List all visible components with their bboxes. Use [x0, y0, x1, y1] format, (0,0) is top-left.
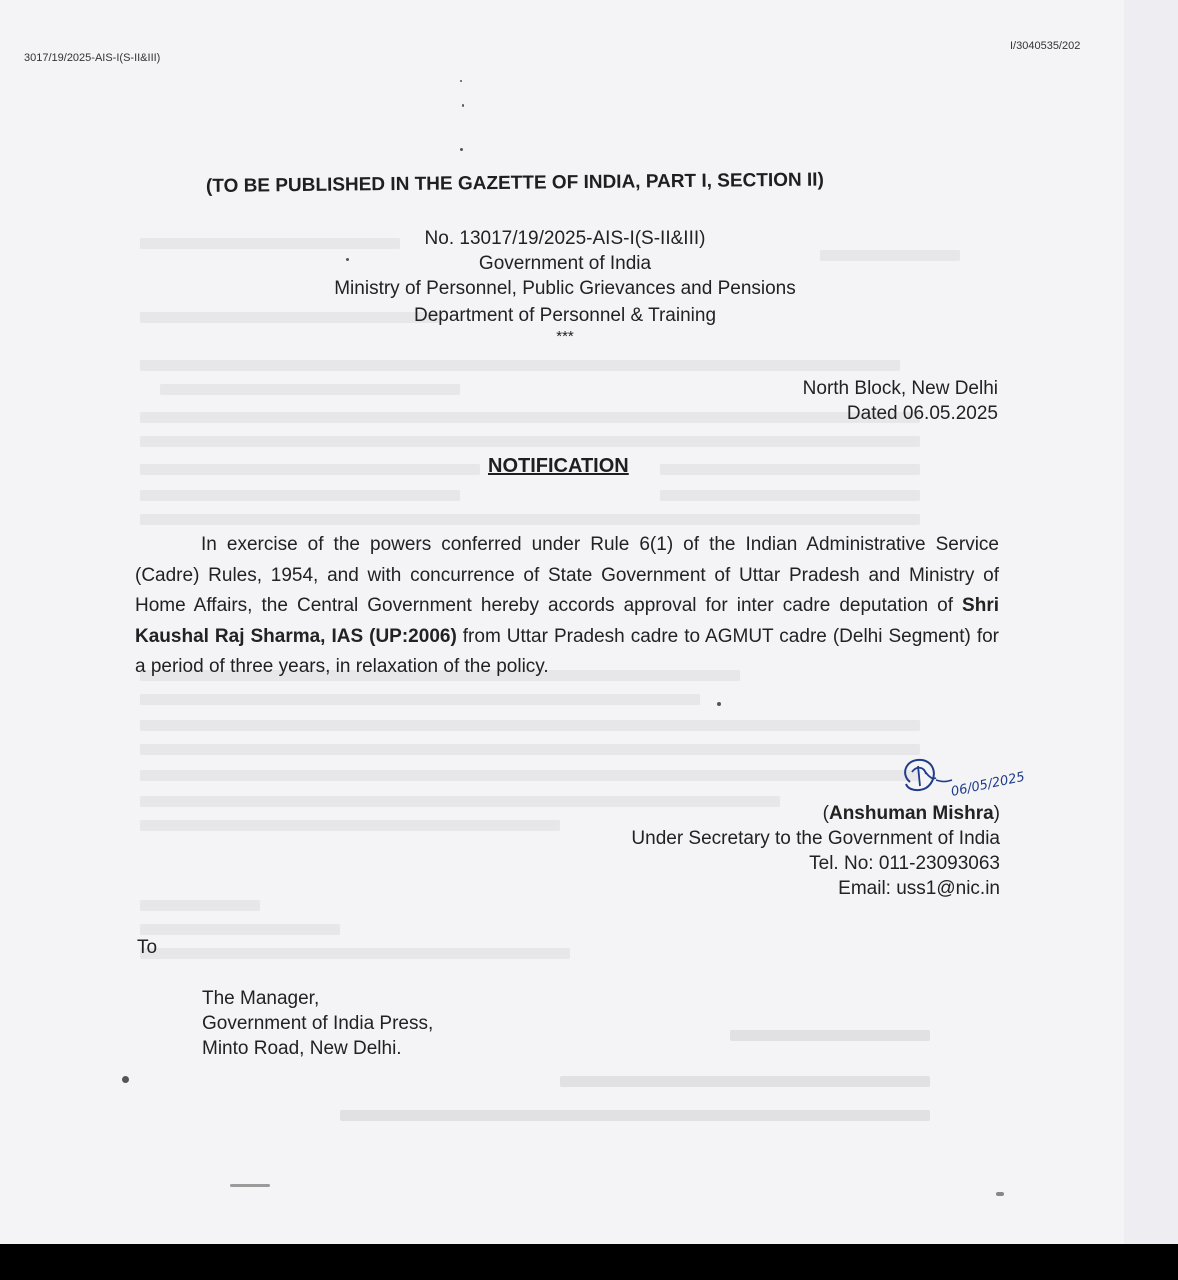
- file-reference-right: I/3040535/202: [1010, 40, 1081, 52]
- scan-speck: [462, 104, 464, 107]
- bottom-black-bar: [0, 1244, 1178, 1280]
- notification-body: [135, 530, 999, 683]
- signatory-telephone: Tel. No: 011-23093063: [809, 853, 1000, 874]
- gazette-instruction: (TO BE PUBLISHED IN THE GAZETTE OF INDIA, PART I, SECTION II): [205, 169, 824, 197]
- scan-speck: [996, 1192, 1004, 1196]
- to-label: To: [137, 937, 158, 958]
- government-name: Government of India: [478, 253, 652, 274]
- separator-asterisks: ***: [556, 328, 574, 345]
- signatory-block: [631, 801, 1000, 901]
- notification-title: NOTIFICATION: [488, 455, 629, 477]
- issue-date: Dated 06.05.2025: [846, 403, 998, 424]
- officer-name: Shri Kaushal Raj Sharma, IAS (UP:2006): [135, 595, 999, 647]
- order-number: No. 13017/19/2025-AIS-I(S-II&III): [424, 228, 706, 249]
- scan-speck: [230, 1184, 270, 1187]
- ministry-name: Ministry of Personnel, Public Grievances and Pensions: [334, 278, 796, 299]
- body-text-part2: from Uttar Pradesh cadre to AGMUT cadre (Delhi Segment) for a period of three years, in relaxation of the policy.: [135, 625, 1000, 677]
- scan-speck: [460, 80, 462, 82]
- scan-speck: [122, 1076, 129, 1083]
- issuer-block: [260, 226, 870, 346]
- body-text-part1: In exercise of the powers conferred under Rule 6(1) of the Indian Administrative Service (Cadre) Rules, 1954, and with concurrence of State Government of Uttar Pradesh and Ministry of Home Affairs, the Central Government hereby accords approval for inter cadre deputation of: [135, 534, 999, 616]
- recipient-address: [202, 986, 433, 1061]
- signatory-name-line: [631, 801, 1000, 826]
- signatory-designation: Under Secretary to the Government of India: [631, 828, 1000, 849]
- recipient-line-3: Minto Road, New Delhi.: [202, 1038, 402, 1059]
- recipient-line-2: Government of India Press,: [202, 1013, 434, 1034]
- signature-date: 06/05/2025: [949, 769, 1026, 800]
- issue-place: North Block, New Delhi: [802, 378, 998, 399]
- file-reference-left: 3017/19/2025-AIS-I(S-II&III): [24, 52, 161, 64]
- scan-speck: [460, 148, 463, 151]
- recipient-line-1: The Manager,: [202, 988, 320, 1009]
- signatory-name: Anshuman Mishra: [828, 803, 994, 824]
- place-date-block: [803, 376, 998, 426]
- department-name: Department of Personnel & Training: [413, 305, 717, 326]
- scan-speck: [717, 702, 721, 706]
- name-open-paren: (: [822, 803, 829, 824]
- signatory-email: Email: uss1@nic.in: [838, 878, 1000, 899]
- page-margin-strip: [1124, 0, 1178, 1244]
- name-close-paren: ): [993, 803, 1000, 824]
- scan-speck: [346, 258, 349, 261]
